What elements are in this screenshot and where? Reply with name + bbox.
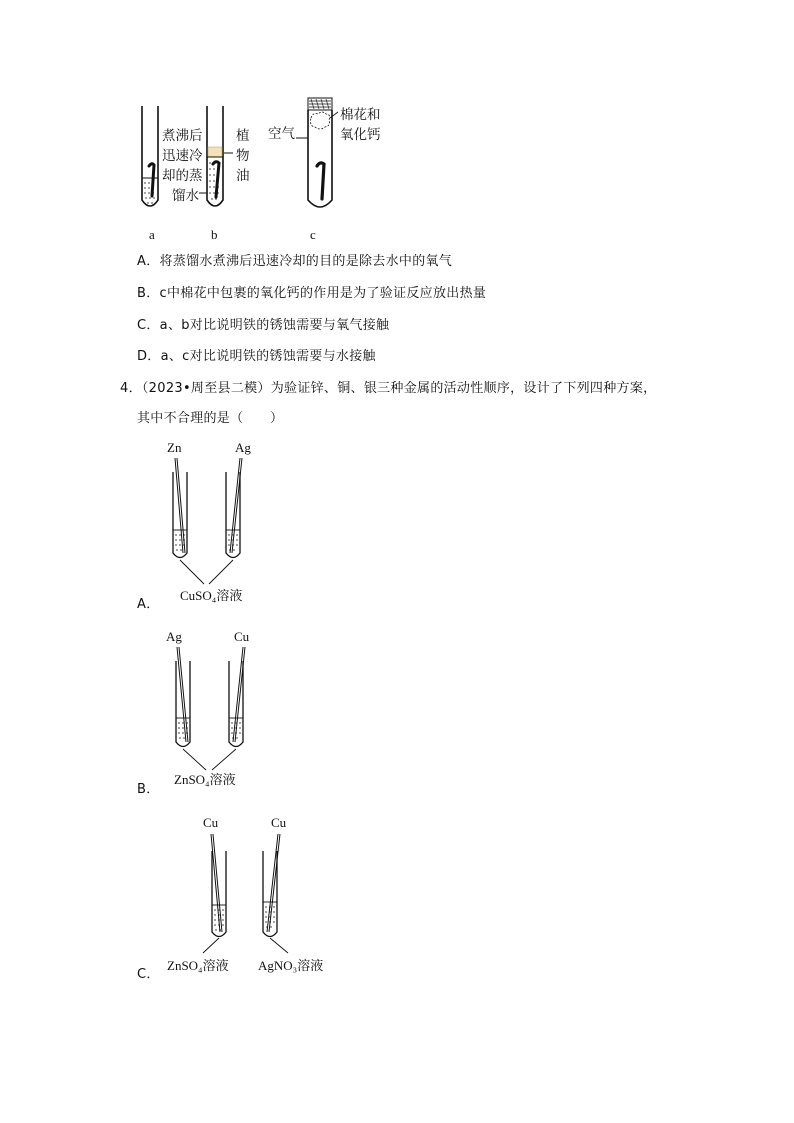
tube-c-label: c (310, 227, 316, 242)
veg-oil-line: 油 (236, 168, 250, 184)
option-a-letter[interactable]: A． (137, 597, 160, 612)
question-4-line-1: 4．（2023•周至县二模）为验证锌、铜、银三种金属的活动性顺序，设计了下列四种方案， (120, 381, 657, 396)
cotton-line: 氧化钙 (340, 127, 381, 143)
option-c-solution-right: AgNO₃溶液 (258, 958, 324, 973)
option-b-metal-right: Cu (234, 629, 250, 644)
q3-option-c[interactable]: C．a、b对比说明铁的锈蚀需要与氧气接触 (137, 318, 390, 333)
tube-a-label: a (149, 227, 155, 242)
question-4-line-2: 其中不合理的是（ ） (137, 411, 284, 426)
q3-option-b[interactable]: B．c中棉花中包裹的氧化钙的作用是为了验证反应放出热量 (137, 286, 487, 301)
veg-oil-line: 植 (236, 128, 250, 144)
option-b-letter[interactable]: B． (137, 782, 160, 797)
veg-oil-line: 物 (236, 148, 250, 164)
boiled-water-line: 煮沸后 (162, 128, 203, 144)
boiled-water-line: 却的蒸 (162, 168, 203, 184)
option-c-solution-left: ZnSO₄溶液 (167, 958, 229, 973)
boiled-water-line: 馏水 (172, 188, 199, 204)
option-a-metal-left: Zn (167, 440, 182, 455)
tube-b-label: b (211, 227, 218, 242)
option-a-solution: CuSO₄溶液 (180, 588, 243, 603)
option-c-letter[interactable]: C． (137, 967, 160, 982)
boiled-water-line: 迅速冷 (162, 148, 203, 164)
option-b-solution: ZnSO₄溶液 (174, 772, 236, 787)
cotton-line: 棉花和 (340, 107, 381, 123)
air-label: 空气 (268, 126, 295, 142)
option-c-metal-right: Cu (271, 815, 287, 830)
q3-option-a[interactable]: A．将蒸馏水煮沸后迅速冷却的目的是除去水中的氧气 (137, 254, 453, 269)
option-c-metal-left: Cu (203, 815, 219, 830)
q3-option-d[interactable]: D．a、c对比说明铁的锈蚀需要与水接触 (137, 349, 376, 364)
option-b-metal-left: Ag (166, 629, 182, 644)
option-a-metal-right: Ag (235, 440, 251, 455)
